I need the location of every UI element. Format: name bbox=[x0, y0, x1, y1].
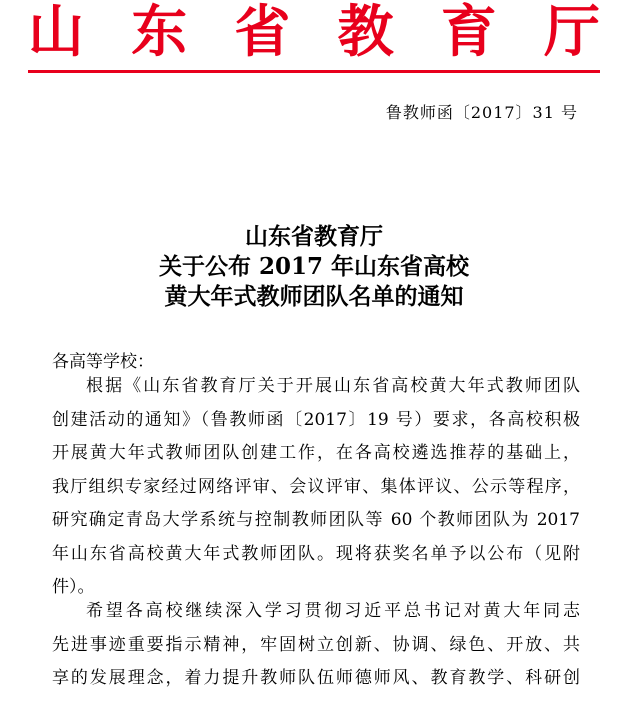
red-divider bbox=[28, 70, 600, 73]
document-number: 鲁教师函〔2017〕31 号 bbox=[385, 103, 578, 122]
header-char: 教 bbox=[337, 0, 394, 65]
text-line: 先进事迹重要指示精神，牢固树立创新、协调、绿色、开放、共 bbox=[52, 634, 580, 655]
title-line: 关于公布 2017 年山东省高校 bbox=[158, 253, 470, 280]
text-line: 件）。 bbox=[52, 577, 95, 597]
title-line: 黄大年式教师团队名单的通知 bbox=[164, 283, 464, 310]
header-char: 省 bbox=[234, 0, 291, 65]
body-paragraph-1 bbox=[52, 370, 580, 605]
text-line: 希望各高校继续深入学习贯彻习近平总书记对黄大年同志 bbox=[86, 601, 580, 621]
text-line: 开展黄大年式教师团队创建工作，在各高校遴选推荐的基础上， bbox=[52, 443, 580, 463]
text-line: 创建活动的通知》（鲁教师函〔2017〕19 号）要求，各高校积极 bbox=[52, 409, 580, 430]
salutation: 各高等学校： bbox=[52, 352, 154, 372]
notice-title bbox=[0, 222, 628, 312]
text-line: 根据《山东省教育厅关于开展山东省高校黄大年式教师团队 bbox=[86, 376, 580, 396]
body-paragraph-2 bbox=[52, 595, 580, 696]
text-line: 研究确定青岛大学系统与控制教师团队等 60 个教师团队为 2017 bbox=[52, 510, 580, 530]
title-line: 山东省教育厅 bbox=[245, 223, 383, 250]
header-char: 育 bbox=[440, 0, 497, 65]
text-line: 我厅组织专家经过网络评审、会议评审、集体评议、公示等程序， bbox=[52, 476, 580, 497]
header-char: 山 bbox=[28, 0, 84, 65]
header-char: 东 bbox=[131, 0, 188, 65]
issuer-header bbox=[28, 2, 600, 64]
text-line: 年山东省高校黄大年式教师团队。现将获奖名单予以公布（见附 bbox=[52, 543, 580, 564]
text-line: 享的发展理念，着力提升教师队伍师德师风、教育教学、科研创 bbox=[52, 668, 580, 688]
header-char: 厅 bbox=[543, 0, 600, 65]
